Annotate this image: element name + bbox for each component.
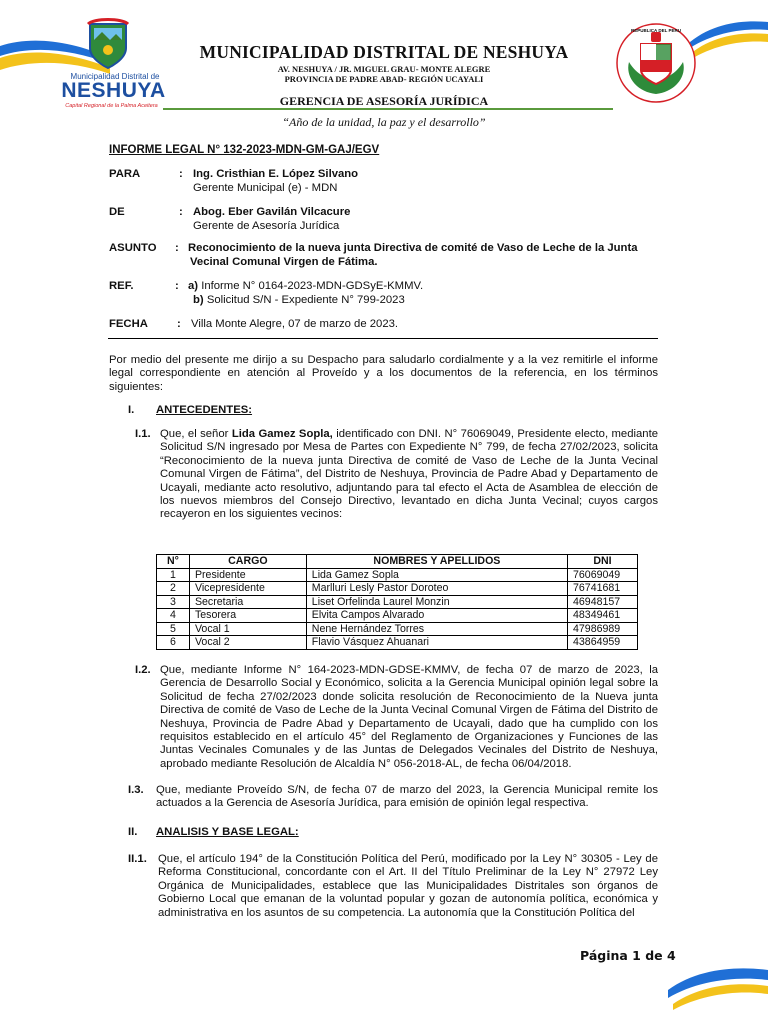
cell-number: 2 [157,582,190,596]
de-label: DE [109,206,125,218]
cell-nombre: Flavio Vásquez Ahuanari [306,636,567,650]
cell-dni: 76741681 [568,582,638,596]
seal-text: REPUBLICA DEL PERU [630,28,681,33]
intro-paragraph: Por medio del presente me dirijo a su Despacho para saludarlo cordialmente y a la vez remitirle el informe legal correspondiente en atención al Proveído y a los documentos de la referencia, en los términos siguientes: [109,354,658,393]
institution-name: MUNICIPALIDAD DISTRITAL DE NESHUYA [199,42,569,62]
logo-big-text: NESHUYA [61,79,166,102]
table-row [157,636,638,650]
page-number: Página 1 de 4 [580,948,676,963]
fecha-value: Villa Monte Alegre, 07 de marzo de 2023. [191,318,399,330]
table-row [157,582,638,596]
para-2-1: Que, el artículo 194° de la Constitución Política del Perú, modificado por la Ley N° 30305 - Ley de Reforma Constitucional, concordante con el Art. II del Título Preliminar de la Ley N° 27972 Ley Orgánica de Municipalidades, establece que las Municipalidades Distritales son órganos de Gobierno Local que emanan de la voluntad popular y gozan de autonomía política, económica y administrativa en los asuntos de su competencia. La autonomía que la Constitución Política del [158,853,658,919]
cell-cargo: Vocal 2 [189,636,306,650]
logo-small-text: Municipalidad Distrital de [70,72,160,81]
header-rule [163,108,613,110]
cell-cargo: Vocal 1 [189,622,306,636]
cell-number: 3 [157,595,190,609]
table-header-row [157,555,638,569]
report-title: INFORME LEGAL N° 132-2023-MDN-GM-GAJ/EGV [109,144,380,156]
ref-b-letter: b) [193,294,204,306]
asunto-colon: : [175,242,179,254]
para-1-1 [160,428,658,522]
table-row [157,595,638,609]
section-2-title: ANALISIS Y BASE LEGAL: [156,826,299,838]
cell-number: 4 [157,609,190,623]
address-line-2: PROVINCIA DE PADRE ABAD- REGIÓN UCAYALI [284,74,484,84]
para-name: Ing. Cristhian E. López Silvano [193,168,359,180]
para-1-3-number: I.3. [128,784,144,796]
cell-nombre: Liset Orfelinda Laurel Monzin [306,595,567,609]
asunto-line-2: Vecinal Comunal Virgen de Fátima. [190,256,378,268]
ref-b-text: Solicitud S/N - Expediente N° 799-2023 [206,294,405,306]
cell-nombre: Lida Gamez Sopla [306,568,567,582]
asunto-line-1: Reconocimiento de la nueva junta Directiva de comité de Vaso de Leche de la Junta [188,242,638,254]
para-role: Gerente Municipal (e) - MDN [193,182,338,194]
de-name: Abog. Eber Gavilán Vilcacure [193,206,351,218]
peru-seal [615,22,697,104]
cell-cargo: Tesorera [189,609,306,623]
cell-nombre: Elvita Campos Alvarado [306,609,567,623]
ref-a-letter: a) [188,280,199,292]
header-nombres: NOMBRES Y APELLIDOS [306,555,567,569]
header-separator [108,338,658,339]
municipal-crest-icon [84,18,132,70]
table-row [157,622,638,636]
table-row [157,568,638,582]
para-1-2: Que, mediante Informe N° 164-2023-MDN-GDSE-KMMV, de fecha 07 de marzo de 2023, la Gerencia de Desarrollo Social y Económico, solicita a la Gerencia Municipal opinión legal sobre la Solicitud de fecha 27/02/2023 donde solicita resolución de Reconocimiento de la Nueva junta Directiva de comité de Vaso de Leche de la Junta Vecinal Comunal Virgen de Fátima del Distrito de Neshuya, Provincia de Padre Abad y Departamento de Ucayali, dado que ha cumplido con los requisitos establecido en el artículo 45° del Reglamento de Organizaciones y Funciones de las Juntas Vecinales Comunales y de las Juntas de Delegados Vecinales del Distrito de Neshuya, aprobado mediante Resolución de Alcaldía N° 056-2018-AL, de fecha 06/04/2018. [160,664,658,770]
motto: “Año de la unidad, la paz y el desarrollo” [282,115,486,129]
department-name: GERENCIA DE ASESORÍA JURÍDICA [279,94,489,108]
section-1-title: ANTECEDENTES: [156,404,253,416]
municipal-logo [52,18,167,108]
para-colon: : [179,168,183,180]
fecha-label: FECHA [109,318,148,330]
para-1-2-number: I.2. [135,664,151,676]
cell-dni: 76069049 [568,568,638,582]
cell-cargo: Secretaria [189,595,306,609]
de-colon: : [179,206,183,218]
table-row [157,609,638,623]
footer-wave [668,960,768,1010]
para-1-3: Que, mediante Proveído S/N, de fecha 07 de marzo del 2023, la Gerencia Municipal remite los actuados a la Gerencia de Asesoría Jurídica, para emisión de opinión legal respectiva. [156,784,658,810]
ref-a-text: Informe N° 0164-2023-MDN-GDSyE-KMMV. [201,280,424,292]
fecha-colon: : [177,318,181,330]
cell-cargo: Presidente [189,568,306,582]
para-1-1-pre: Que, el señor [160,428,232,440]
header-number: N° [157,555,190,569]
cell-cargo: Vicepresidente [189,582,306,596]
peru-coat-of-arms-icon [615,22,697,104]
section-2-number: II. [128,826,138,838]
asunto-label: ASUNTO [109,242,157,254]
ref-colon: : [175,280,179,292]
para-1-1-number: I.1. [135,428,151,440]
logo-tagline: Capital Regional de la Palma Aceitera [65,103,158,109]
header-wave-right [690,12,768,72]
cell-nombre: Marlluri Lesly Pastor Doroteo [306,582,567,596]
para-label: PARA [109,168,141,180]
cell-number: 1 [157,568,190,582]
para-1-1-post: identificado con DNI. N° 76069049, Presidente electo, mediante Solicitud S/N ingresado por Mesa de Partes con Expediente N° 799, de fecha 27/02/2023, solicita “Reconocimiento de la nueva junta Directiva de comité de Vaso de Leche de la Junta Vecinal Comunal Virgen de Fátima”, del Distrito de Neshuya, Provincia de Padre Abad y Departamento de Ucayali, mediante acto resolutivo, adjuntando para tal efecto el Acta de Asamblea de elección de los nuevos miembros del Consejo Directivo, levantado en dicha Junta Vecinal; cuyos cargos recayeron en los siguientes vecinos: [160,428,658,521]
cell-dni: 43864959 [568,636,638,650]
de-role: Gerente de Asesoría Jurídica [193,220,340,232]
address-line-1: AV. NESHUYA / JR. MIGUEL GRAU- MONTE ALEGRE [277,64,491,74]
header-dni: DNI [568,555,638,569]
ref-b [193,294,405,307]
header-cargo: CARGO [189,555,306,569]
cell-dni: 48349461 [568,609,638,623]
cell-nombre: Nene Hernández Torres [306,622,567,636]
directiva-table [156,554,638,650]
section-1-number: I. [128,404,135,416]
cell-number: 6 [157,636,190,650]
para-1-1-bold: Lida Gamez Sopla, [231,428,333,440]
cell-dni: 46948157 [568,595,638,609]
para-2-1-number: II.1. [128,853,147,865]
ref-label: REF. [109,280,134,292]
cell-number: 5 [157,622,190,636]
ref-a [188,280,423,293]
cell-dni: 47986989 [568,622,638,636]
